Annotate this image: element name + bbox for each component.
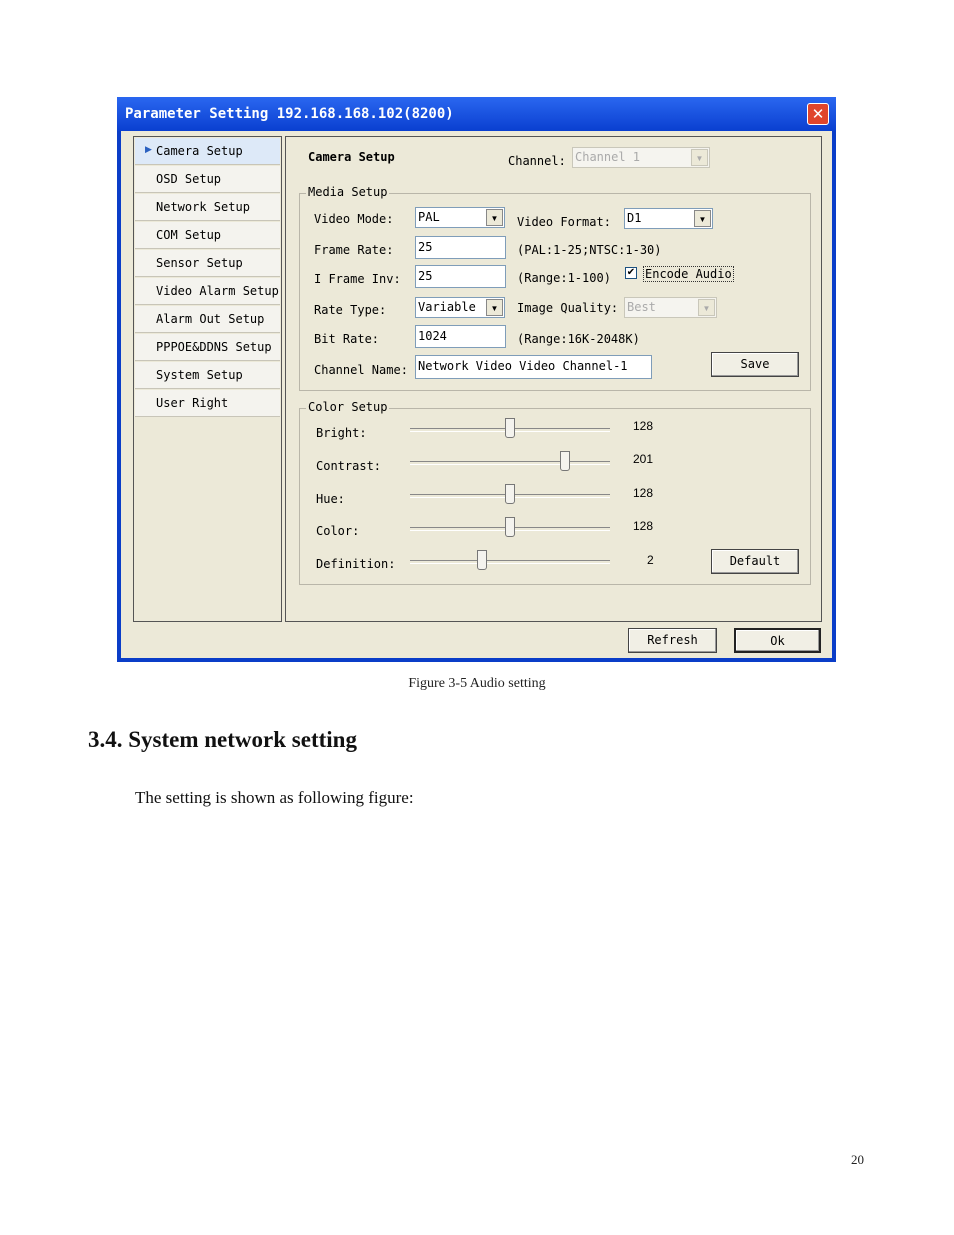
color-setup-group <box>299 400 811 585</box>
bit-rate-label: Bit Rate: <box>314 332 380 346</box>
slider-thumb[interactable] <box>505 484 515 504</box>
sidebar-item-label: Camera Setup <box>156 144 243 158</box>
hue-slider[interactable] <box>410 483 610 509</box>
bright-value: 128 <box>633 419 654 433</box>
bit-rate-hint: (Range:16K-2048K) <box>517 332 640 346</box>
frame-rate-hint: (PAL:1-25;NTSC:1-30) <box>517 243 662 257</box>
video-mode-value: PAL <box>418 210 440 224</box>
body-paragraph: The setting is shown as following figure: <box>135 788 414 807</box>
video-format-select[interactable] <box>624 208 713 229</box>
channel-name-input[interactable]: Network Video Video Channel-1 <box>415 355 652 379</box>
default-button[interactable]: Default <box>711 549 799 574</box>
media-setup-group <box>299 185 811 391</box>
slider-track <box>410 560 610 564</box>
bright-label: Bright: <box>316 426 367 440</box>
save-button[interactable]: Save <box>711 352 799 377</box>
contrast-value: 201 <box>633 452 654 466</box>
iframe-inv-label: I Frame Inv: <box>314 272 401 286</box>
sidebar-item-label: OSD Setup <box>156 172 222 186</box>
color-value: 128 <box>633 519 654 533</box>
iframe-inv-input[interactable]: 25 <box>415 265 506 288</box>
slider-thumb[interactable] <box>505 418 515 438</box>
panel-title: Camera Setup <box>308 150 395 164</box>
figure-caption: Figure 3-5 Audio setting <box>408 676 546 691</box>
definition-label: Definition: <box>316 557 396 571</box>
sidebar-item-sensor-setup[interactable] <box>135 250 280 277</box>
channel-select-value: Channel 1 <box>575 150 641 164</box>
sidebar-item-camera-setup[interactable] <box>135 138 280 165</box>
camera-setup-panel <box>285 136 822 622</box>
sidebar-item-label: User Right <box>156 396 229 410</box>
window-title: Parameter Setting 192.168.168.102(8200) <box>125 106 454 122</box>
sidebar-item-label: PPPOE&DDNS Setup <box>156 340 272 354</box>
video-format-value: D1 <box>627 211 642 225</box>
slider-track <box>410 461 610 465</box>
hue-value: 128 <box>633 486 654 500</box>
slider-thumb[interactable] <box>560 451 570 471</box>
contrast-label: Contrast: <box>316 459 382 473</box>
frame-rate-label: Frame Rate: <box>314 243 394 257</box>
definition-slider[interactable] <box>410 549 610 575</box>
slider-thumb[interactable] <box>505 517 515 537</box>
color-slider[interactable] <box>410 516 610 542</box>
encode-audio-label[interactable]: Encode Audio <box>645 267 732 281</box>
chevron-down-icon: ▼ <box>486 209 503 226</box>
title-bar[interactable] <box>117 97 836 131</box>
encode-audio-checkbox[interactable]: ✔ <box>626 267 636 278</box>
channel-label: Channel: <box>508 154 566 168</box>
frame-rate-input[interactable]: 25 <box>415 236 506 259</box>
sidebar-item-label: Alarm Out Setup <box>156 312 265 326</box>
image-quality-select[interactable] <box>624 297 717 318</box>
bright-slider[interactable] <box>410 417 610 443</box>
rate-type-label: Rate Type: <box>314 303 387 317</box>
sidebar-item-alarm-out-setup[interactable] <box>135 306 280 333</box>
iframe-inv-hint: (Range:1-100) <box>517 271 611 285</box>
chevron-down-icon: ▼ <box>486 299 503 316</box>
window-client <box>121 131 832 658</box>
contrast-slider[interactable] <box>410 450 610 476</box>
ok-button[interactable]: Ok <box>734 628 821 653</box>
media-setup-title: Media Setup <box>308 185 388 199</box>
sidebar-item-label: COM Setup <box>156 228 222 242</box>
color-label: Color: <box>316 524 360 538</box>
video-mode-select[interactable] <box>415 207 505 228</box>
sidebar <box>133 136 282 622</box>
bit-rate-input[interactable]: 1024 <box>415 325 506 348</box>
chevron-down-icon: ▼ <box>698 299 715 316</box>
slider-thumb[interactable] <box>477 550 487 570</box>
close-icon[interactable]: ✕ <box>807 103 829 125</box>
parameter-setting-window <box>117 97 836 662</box>
sidebar-item-pppoe-ddns-setup[interactable] <box>135 334 280 361</box>
sidebar-item-com-setup[interactable] <box>135 222 280 249</box>
sidebar-item-osd-setup[interactable] <box>135 166 280 193</box>
channel-select[interactable] <box>572 147 710 168</box>
rate-type-select[interactable] <box>415 297 505 318</box>
sidebar-item-label: System Setup <box>156 368 243 382</box>
sidebar-item-label: Video Alarm Setup <box>156 284 279 298</box>
sidebar-item-label: Network Setup <box>156 200 250 214</box>
selected-arrow-icon: ▶ <box>145 144 152 154</box>
color-setup-title: Color Setup <box>308 400 388 414</box>
sidebar-item-video-alarm-setup[interactable] <box>135 278 280 305</box>
chevron-down-icon: ▼ <box>691 149 708 166</box>
page-number: 20 <box>851 1152 864 1167</box>
image-quality-label: Image Quality: <box>517 301 619 315</box>
video-mode-label: Video Mode: <box>314 212 394 226</box>
sidebar-item-network-setup[interactable] <box>135 194 280 221</box>
refresh-button[interactable]: Refresh <box>628 628 717 653</box>
sidebar-item-user-right[interactable] <box>135 390 280 417</box>
chevron-down-icon: ▼ <box>694 210 711 227</box>
definition-value: 2 <box>647 553 654 567</box>
rate-type-value: Variable <box>418 300 476 314</box>
image-quality-value: Best <box>627 300 656 314</box>
sidebar-item-label: Sensor Setup <box>156 256 243 270</box>
hue-label: Hue: <box>316 492 345 506</box>
section-heading: 3.4. System network setting <box>88 727 357 752</box>
channel-name-label: Channel Name: <box>314 363 408 377</box>
video-format-label: Video Format: <box>517 215 611 229</box>
sidebar-item-system-setup[interactable] <box>135 362 280 389</box>
